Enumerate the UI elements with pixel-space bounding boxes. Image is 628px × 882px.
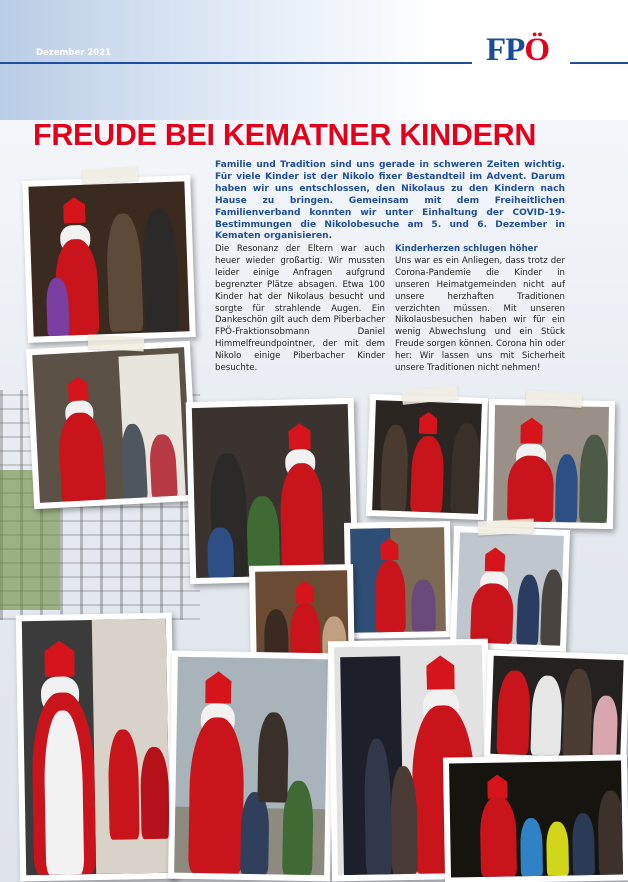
column-2-text: Uns war es ein Anliegen, dass trotz der Corona-Pandemie die Kinder in unseren Heimatgemeinden nicht auf unsere herzhaften Traditionen verzichten müssen. Mit unseren Nikolausbesuchen haben wir für ein wenig Abwechslung und ein Stück Freude sorgen können. Corona hin oder her: Wir lassen uns mit Sicherheit unsere Traditionen nicht nehmen!	[395, 255, 565, 374]
logo-text-right: Ö	[524, 32, 549, 68]
photo-nikolaus-mother-child	[450, 526, 570, 652]
party-logo	[486, 32, 566, 68]
photo-nikolaus-krampus-group	[484, 650, 628, 765]
photo-nikolaus-night	[443, 754, 628, 882]
photo-nikolaus-children-door	[26, 341, 198, 509]
photo-family-krampus	[186, 398, 359, 584]
article-column-1	[215, 244, 385, 375]
photo-nikolaus-hallway	[344, 521, 452, 639]
photo-nikolaus-garden	[168, 651, 334, 882]
issue-date: Dezember 2021	[36, 48, 112, 58]
photo-nikolaus-krampus-2	[366, 394, 488, 520]
column-2-subhead: Kinderherzen schlugen höher	[395, 244, 538, 254]
header-rule-left	[0, 62, 472, 64]
logo-text-left: FP	[486, 32, 525, 68]
tape-strip	[478, 519, 535, 536]
photo-nikolaus-book-reading	[487, 399, 615, 529]
article-headline: FREUDE BEI KEMATNER KINDERN	[33, 118, 537, 152]
header-rule-right	[570, 62, 628, 64]
article-column-2	[395, 244, 565, 375]
photo-nikolaus-two-girls	[16, 613, 177, 882]
article-lead: Familie und Tradition sind uns gerade in schweren Zeiten wichtig. Für viele Kinder ist der Nikolo fixer Bestandteil im Advent. Darum haben wir uns entschlossen, den Nikolaus zu den Kindern nach Hause zu bringen. Gemeinsam mit dem Freiheitlichen Familienverband konnten wir unter Einhaltung der COVID-19-Bestimmungen die Nikolobesuche am 5. und 6. Dezember in Kematen organisieren.	[215, 160, 565, 242]
tape-strip	[88, 335, 145, 352]
column-1-text: Die Resonanz der Eltern war auch heuer wieder großartig. Wir mussten leider einige Anfragen aufgrund begrenzter Plätze absagen. Etwa 100 Kinder hat der Nikolaus besucht und sorgte für strahlende Augen. Ein Dankeschön gilt auch dem Piberbacher FPÖ-Fraktionsobmann Daniel Himmelfreundpointner, der mit dem Nikolo einige Piberbacher Kinder besuchte.	[215, 244, 385, 374]
photo-nikolaus-krampus-1	[22, 175, 196, 343]
